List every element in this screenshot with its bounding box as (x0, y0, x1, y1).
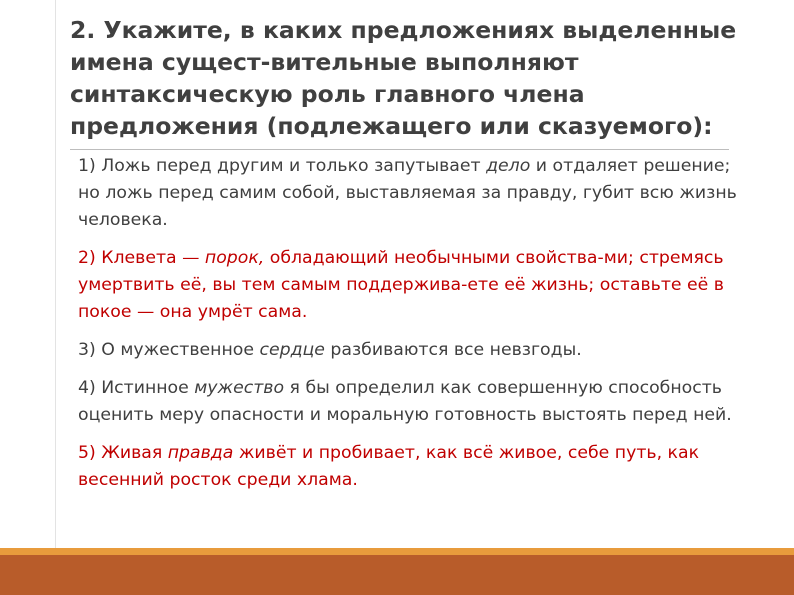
footer-bar (0, 555, 794, 595)
sentence-3-text-start: 3) О мужественное (78, 340, 260, 360)
sentence-4-text-start: 4) Истинное (78, 378, 195, 398)
sentence-5-text-start: 5) Живая (78, 443, 168, 463)
sentence-2-highlighted-noun: порок, (204, 248, 265, 268)
sentence-list (78, 153, 738, 505)
sentence-item-3 (78, 337, 738, 364)
sentence-3-text-end: разбиваются все невзгоды. (324, 340, 582, 360)
sentence-3-highlighted-noun: сердце (259, 340, 325, 360)
slide-title: 2. Укажите, в каких предложениях выделенные имена сущест-вительные выполняют синтаксическую роль главного члена предложения (подлежащего или сказуемого): (70, 16, 737, 140)
sentence-item-5 (78, 440, 738, 494)
sentence-1-text-start: 1) Ложь перед другим и только запутывает (78, 156, 487, 176)
sentence-1-text-end: и отдаляет решение; но ложь перед самим собой, выставляемая за правду, губит всю жизнь человека. (78, 156, 737, 230)
footer-accent-bar (0, 548, 794, 555)
sentence-item-1 (78, 153, 738, 234)
title-divider (70, 149, 729, 150)
sentence-5-text-end: живёт и пробивает, как всё живое, себе путь, как весенний росток среди хлама. (78, 443, 700, 490)
sentence-item-2 (78, 245, 738, 326)
sentence-4-text-end: я бы определил как совершенную способность оценить меру опасности и моральную готовность выстоять перед ней. (78, 378, 732, 425)
sentence-item-4 (78, 375, 738, 429)
slide-left-border (55, 0, 56, 548)
sentence-4-highlighted-noun: мужество (194, 378, 285, 398)
sentence-1-highlighted-noun: дело (486, 156, 531, 176)
sentence-2-text-start: 2) Клевета — (78, 248, 205, 268)
sentence-2-text-end: обладающий необычными свойства-ми; стремясь умертвить её, вы тем самым поддержива-ете её жизнь; оставьте её в покое — она умрёт сама. (78, 248, 724, 322)
sentence-5-highlighted-noun: правда (167, 443, 234, 463)
